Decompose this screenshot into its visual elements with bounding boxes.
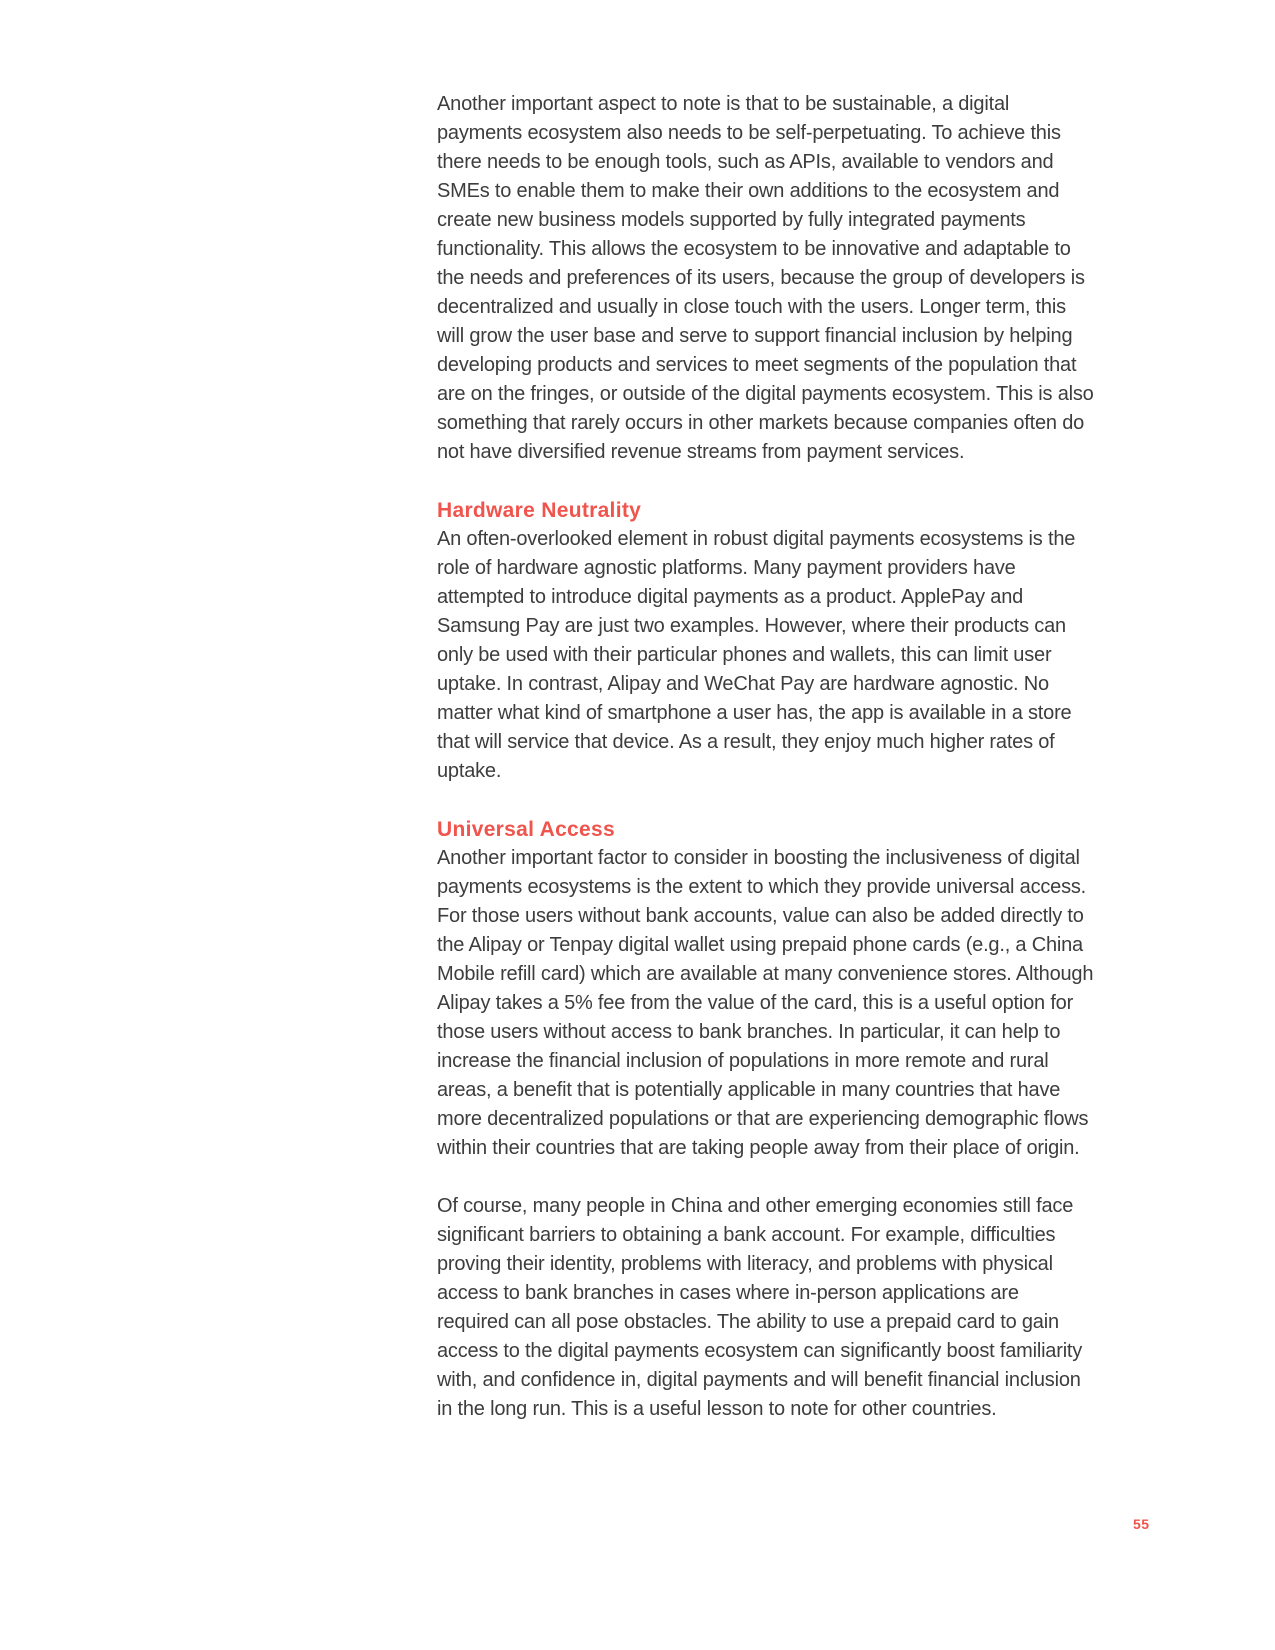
content-column	[437, 90, 1095, 1453]
page-number: 55	[1133, 1516, 1150, 1532]
hardware-neutrality-paragraph: An often-overlooked element in robust digital payments ecosystems is the role of hardware agnostic platforms. Many payment providers have attempted to introduce digital payments as a product. ApplePay and Samsung Pay are just two examples. However, where their products can only be used with their particular phones and wallets, this can limit user uptake. In contrast, Alipay and WeChat Pay are hardware agnostic. No matter what kind of smartphone a user has, the app is available in a store that will service that device. As a result, they enjoy much higher rates of uptake.	[437, 528, 1076, 782]
universal-access-paragraph-2: Of course, many people in China and other emerging economies still face significant barriers to obtaining a bank account. For example, difficulties proving their identity, problems with literacy, and problems with physical access to bank branches in cases where in-person applications are required can all pose obstacles. The ability to use a prepaid card to gain access to the digital payments ecosystem can significantly boost familiarity with, and confidence in, digital payments and will benefit financial inclusion in the long run. This is a useful lesson to note for other countries.	[437, 1195, 1083, 1420]
section-heading-hardware-neutrality: Hardware Neutrality	[437, 499, 642, 522]
section-heading-universal-access: Universal Access	[437, 818, 615, 841]
universal-access-paragraph-1: Another important factor to consider in boosting the inclusiveness of digital payments ecosystems is the extent to which they provide universal access. For those users without bank accounts, value can also be added directly to the Alipay or Tenpay digital wallet using prepaid phone cards (e.g., a China Mobile refill card) which are available at many convenience stores. Although Alipay takes a 5% fee from the value of the card, this is a useful option for those users without access to bank branches. In particular, it can help to increase the financial inclusion of populations in more remote and rural areas, a benefit that is potentially applicable in many countries that have more decentralized populations or that are experiencing demographic flows within their countries that are taking people away from their place of origin.	[437, 847, 1094, 1159]
intro-paragraph: Another important aspect to note is that to be sustainable, a digital payments ecosystem also needs to be self-perpetuating. To achieve this there needs to be enough tools, such as APIs, available to vendors and SMEs to enable them to make their own additions to the ecosystem and create new business models supported by fully integrated payments functionality. This allows the ecosystem to be innovative and adaptable to the needs and preferences of its users, because the group of developers is decentralized and usually in close touch with the users. Longer term, this will grow the user base and serve to support financial inclusion by helping developing products and services to meet segments of the population that are on the fringes, or outside of the digital payments ecosystem. This is also something that rarely occurs in other markets because companies often do not have diversified revenue streams from payment services.	[437, 93, 1094, 463]
